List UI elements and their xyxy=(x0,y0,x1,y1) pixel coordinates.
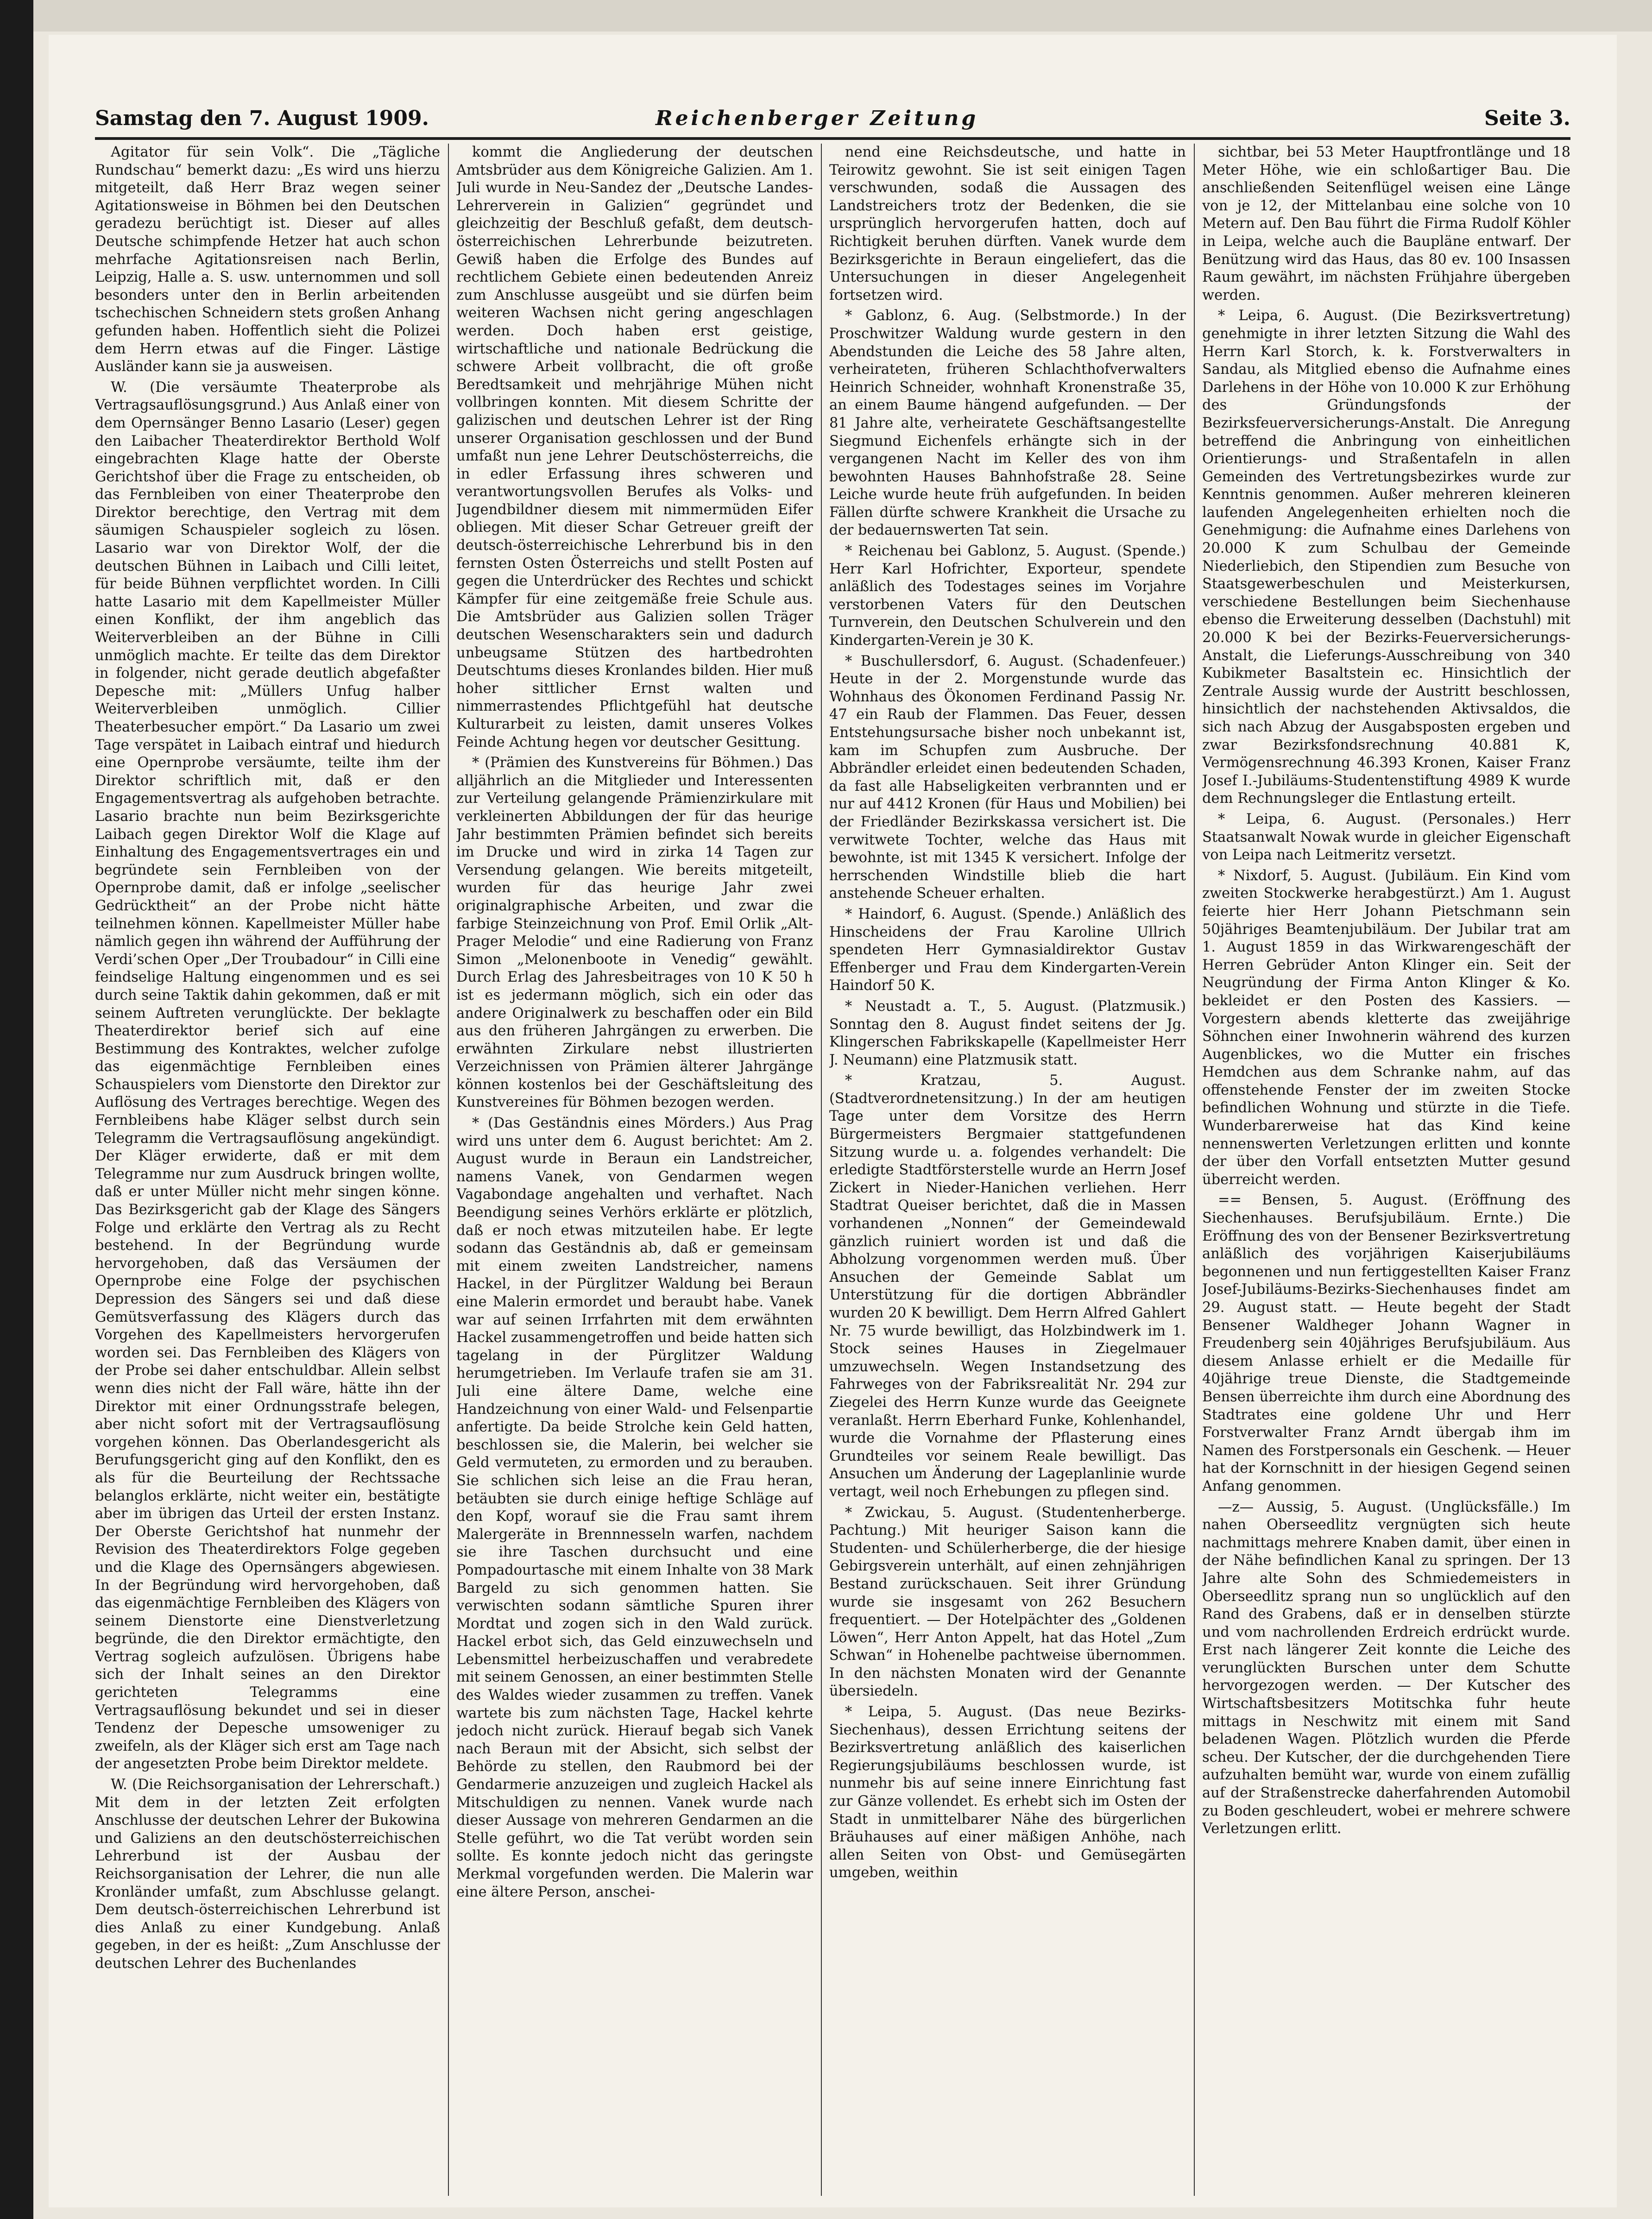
article-paragraph: —z— Aussig, 5. August. (Unglücksfälle.) Im nahen Oberseedlitz vergnügten sich heute nachmittags mehrere Knaben damit, über einen in der Nähe befindlichen Kanal zu springen. Der 13 Jahre alte Sohn des Schmiedemeisters in Oberseedlitz sprang nun so unglücklich auf den Rand des Grabens, daß er in denselben stürzte und vom nachrollenden Erdreich erdrückt wurde. Erst nach längerer Zeit konnte die Leiche des verunglückten Burschen unter dem Schutte hervorgezogen werden. — Der Kutscher des Wirtschaftsbesitzers Motitschka fuhr heute mittags in Neschwitz mit einem mit Sand beladenen Wagen. Plötzlich wurden die Pferde scheu. Der Kutscher, der die durchgehenden Tiere aufzuhalten bemüht war, wurde von einem zufällig auf der Straßenstrecke daherfahrenden Automobil zu Boden geschleudert, wobei er mehrere schwere Verletzungen erlitt. xyxy=(1202,1499,1570,1837)
column-separator xyxy=(821,144,822,2196)
article-paragraph: nend eine Reichsdeutsche, und hatte in Teirowitz gewohnt. Sie ist seit einigen Tagen verschwunden, sodaß die Aussagen des Landstreichers trotz der Bedenken, die sie ursprünglich hervorgerufen hatten, doch auf Richtigkeit beruhen dürften. Vanek wurde dem Bezirksgerichte in Beraun eingeliefert, das die Untersuchungen in dieser Angelegenheit fortsetzen wird. xyxy=(829,144,1186,303)
newspaper-title: Reichenberger Zeitung xyxy=(656,107,979,130)
article-paragraph: W. (Die versäumte Theaterprobe als Vertragsauflösungsgrund.) Aus Anlaß einer von dem Opernsänger Benno Lasario (Leser) gegen den Laibacher Theaterdirektor Berthold Wolf eingebrachten Klage hatte der Oberste Gerichtshof über die Frage zu entscheiden, ob das Fernbleiben von einer Theaterprobe den Direktor berechtige, den Vertrag mit dem säumigen Schauspieler sogleich zu lösen. Lasario war von Direktor Wolf, der die deutschen Bühnen in Laibach und Cilli leitet, für beide Bühnen verpflichtet worden. In Cilli hatte Lasario mit dem Kapellmeister Müller einen Konflikt, der ihm angeblich das Weiterverbleiben an der Bühne in Cilli unmöglich machte. Er teilte das dem Direktor in folgender, nicht gerade deutlich abgefaßter Depesche mit: „Müllers Unfug halber Weiterverbleiben unmöglich. Cillier Theaterbesucher empört.“ Da Lasario um zwei Tage verspätet in Laibach eintraf und hiedurch eine Opernprobe versäumte, teilte ihm der Direktor schriftlich mit, daß er den Engagementsvertrag als aufgehoben betrachte. Lasario brachte nun beim Bezirksgerichte Laibach gegen Direktor Wolf die Klage auf Einhaltung des Engagementsvertrages ein und begründete sein Fernbleiben von der Opernprobe damit, daß er infolge „seelischer Gedrücktheit“ an der Probe nicht hätte teilnehmen können. Kapellmeister Müller habe nämlich gegen ihn während der Aufführung der Verdi’schen Oper „Der Troubadour“ in Cilli eine feindselige Haltung eingenommen und es sei durch seine Taktik dahin gekommen, daß er mit seinem Auftreten verunglückte. Der beklagte Theaterdirektor berief sich auf eine Bestimmung des Kontraktes, welcher zufolge das eigenmächtige Fernbleiben eines Schauspielers vom Dienstorte den Direktor zur Auflösung des Vertrages berechtige. Wegen des Fernbleibens habe Kläger selbst durch sein Telegramm die Vertragsauflösung angekündigt. Der Kläger erwiderte, daß er mit dem Telegramme nur zum Ausdruck bringen wollte, daß er unter Müller nicht mehr singen könne. Das Bezirksgericht gab der Klage des Sängers Folge und erklärte den Vertrag als zu Recht bestehend. In der Begründung wurde hervorgehoben, daß das Versäumen der Opernprobe eine Folge der psychischen Depression des Sängers sei und daß diese Gemütsverfassung des Klägers durch das Vorgehen des Kapellmeisters hervorgerufen worden sei. Das Fernbleiben des Klägers von der Probe sei daher entschuldbar. Allein selbst wenn dies nicht der Fall wäre, hätte ihn der Direktor mit einer Ordnungsstrafe belegen, aber nicht sofort mit der Vertragsauflösung vorgehen können. Das Oberlandesgericht als Berufungsgericht ging auf den Konflikt, den es als für die Beurteilung der Rechtssache belanglos erklärte, nicht weiter ein, bestätigte aber im übrigen das Urteil der ersten Instanz. Der Oberste Gerichtshof hat nunmehr der Revision des Theaterdirektors Folge gegeben und die Klage des Opernsängers abgewiesen. In der Begründung wird hervorgehoben, daß das eigenmächtige Fernbleiben des Klägers von seinem Dienstorte eine Dienstverletzung begründe, die den Direktor ermächtigte, den Vertrag sogleich aufzulösen. Übrigens habe sich der Inhalt seines an den Direktor gerichteten Telegramms eine Vertragsauflösung bekundet und sei in dieser Tendenz der Depesche umsoweniger zu zweifeln, als der Kläger sich erst am Tage nach der angesetzten Probe beim Direktor meldete. xyxy=(95,379,440,1772)
article-paragraph: * Haindorf, 6. August. (Spende.) Anläßlich des Hinscheidens der Frau Karoline Ullrich spendeten Herr Gymnasialdirektor Gustav Effenberger und Frau dem Kindergarten-Verein Haindorf 50 K. xyxy=(829,906,1186,994)
article-paragraph: * Leipa, 6. August. (Personales.) Herr Staatsanwalt Nowak wurde in gleicher Eigenschaft von Leipa nach Leitmeritz versetzt. xyxy=(1202,811,1570,864)
page-number: Seite 3. xyxy=(1484,107,1570,130)
article-paragraph: * Gablonz, 6. Aug. (Selbstmorde.) In der Proschwitzer Waldung wurde gestern in den Abendstunden die Leiche des 58 Jahre alten, verheirateten, früheren Schlachthofverwalters Heinrich Schneider, wohnhaft Kronenstraße 35, an einem Baume hängend aufgefunden. — Der 81 Jahre alte, verheiratete Geschäftsangestellte Siegmund Eichenfels erhängte sich in der vergangenen Nacht im Keller des von ihm bewohnten Hauses Bahnhofstraße 28. Seine Leiche wurde heute früh aufgefunden. In beiden Fällen dürfte schwere Krankheit die Ursache zu der bedauernswerten Tat sein. xyxy=(829,308,1186,539)
issue-date: Samstag den 7. August 1909. xyxy=(95,107,429,130)
article-paragraph: * Zwickau, 5. August. (Studentenherberge. Pachtung.) Mit heuriger Saison kann die Studenten- und Schülerherberge, die der hiesige Gebirgsverein unterhält, auf einen zehnjährigen Bestand zurückschauen. Seit ihrer Gründung wurde sie insgesamt von 262 Besuchern frequentiert. — Der Hotelpächter des „Goldenen Löwen“, Herr Anton Appelt, hat das Hotel „Zum Schwan“ in Hohenelbe pachtweise übernommen. In den nächsten Monaten wird der Genannte übersiedeln. xyxy=(829,1504,1186,1700)
column-4 xyxy=(1202,144,1570,2196)
article-paragraph: * Leipa, 6. August. (Die Bezirksvertretung) genehmigte in ihrer letzten Sitzung die Wahl des Herrn Karl Storch, k. k. Forstverwalters in Sandau, als Mitglied ebenso die Aufnahme eines Darlehens in der Höhe von 10.000 K zur Erhöhung des Gründungsfonds der Bezirksfeuerversicherungs-Anstalt. Die Anregung betreffend die Anbringung von einheitlichen Orientierungs- und Straßentafeln in allen Gemeinden des Vertretungsbezirkes wurde zur Kenntnis genommen. Außer mehreren kleineren laufenden Angelegenheiten erhielten noch die Genehmigung: die Aufnahme eines Darlehens von 20.000 K zum Schulbau der Gemeinde Niederliebich, den Stipendien zum Besuche von Staatsgewerbeschulen und Meisterkursen, verschiedene Bestellungen beim Siechenhause ebenso die Erweiterung desselben (Dachstuhl) mit 20.000 K bei der Bezirks-Feuerversicherungs-Anstalt, die Lieferungs-Ausschreibung von 340 Kubikmeter Basaltstein ec. Hinsichtlich der Zentrale Aussig wurde der Austritt beschlossen, hinsichtlich der nachstehenden Aktivsaldos, die sich nach Abzug der Ausgabsposten ergeben und zwar Bezirksfondsrechnung 40.881 K, Vermögensrechnung 46.393 Kronen, Kaiser Franz Josef I.-Jubiläums-Studentenstiftung 4989 K wurde dem Rechnungsleger die Entlastung erteilt. xyxy=(1202,308,1570,807)
article-paragraph: * Nixdorf, 5. August. (Jubiläum. Ein Kind vom zweiten Stockwerke herabgestürzt.) Am 1. August feierte hier Herr Johann Pietschmann sein 50jähriges Beamtenjubiläum. Der Jubilar trat am 1. August 1859 in das Wirkwarengeschäft der Herren Gebrüder Anton Klinger ein. Seit der Neugründung der Firma Anton Klinger & Ko. bekleidet er den Posten des Kassiers. — Vorgestern abends kletterte das zweijährige Söhnchen einer Inwohnerin während des kurzen Augenblickes, wo die Mutter ein frisches Hemdchen aus dem Schranke nahm, auf das offenstehende Fenster der im zweiten Stocke befindlichen Wohnung und stürzte in die Tiefe. Wunderbarerweise hat das Kind keine nennenswerten Verletzungen erlitten und konnte der über den Vorfall entsetzten Mutter gesund überreicht werden. xyxy=(1202,867,1570,1188)
column-2 xyxy=(456,144,813,2196)
article-paragraph: * Neustadt a. T., 5. August. (Platzmusik.) Sonntag den 8. August findet seitens der Jg. Klingerschen Fabrikskapelle (Kapellmeister Herr J. Neumann) eine Platzmusik statt. xyxy=(829,998,1186,1068)
article-paragraph: * Buschullersdorf, 6. August. (Schadenfeuer.) Heute in der 2. Morgenstunde wurde das Wohnhaus des Ökonomen Ferdinand Passig Nr. 47 ein Raub der Flammen. Das Feuer, dessen Entstehungsursache bisher noch unbekannt ist, kam im Schupfen zum Ausbruche. Der Abbrändler erleidet einen bedeutenden Schaden, da fast alle Habseligkeiten verbrannten und er nur auf 4412 Kronen (für Haus und Mobilien) bei der Friedländer Bezirkskassa versichert ist. Die verwitwete Tochter, welche das Haus mit bewohnte, ist mit 1345 K versichert. Infolge der herrschenden Windstille blieb die hart anstehende Scheuer erhalten. xyxy=(829,653,1186,902)
article-paragraph: * Leipa, 5. August. (Das neue Bezirks-Siechenhaus), dessen Errichtung seitens der Bezirksvertretung anläßlich des kaiserlichen Regierungsjubiläums beschlossen wurde, ist nunmehr bis auf seine innere Einrichtung fast zur Gänze vollendet. Es erhebt sich im Osten der Stadt in unmittelbarer Nähe des bürgerlichen Bräuhauses auf einer mäßigen Anhöhe, nach allen Seiten von Obst- und Gemüsegärten umgeben, weithin xyxy=(829,1704,1186,1881)
column-separator xyxy=(1194,144,1195,2196)
page-header xyxy=(95,107,1570,134)
article-paragraph: * Kratzau, 5. August. (Stadtverordnetensitzung.) In der am heutigen Tage unter dem Vorsitze des Herrn Bürgermeisters Bergmaier stattgefundenen Sitzung wurde u. a. folgendes verhandelt: Die erledigte Stadtförsterstelle wurde an Herrn Josef Zickert in Nieder-Hanichen verliehen. Herr Stadtrat Queiser berichtet, daß die in Massen vorhandenen „Nonnen“ der Gemeindewald gänzlich ruiniert worden ist und daß die Abholzung vorgenommen werden muß. Über Ansuchen der Gemeinde Sablat um Unterstützung für die dortigen Abbrändler wurden 20 K bewilligt. Dem Herrn Alfred Gahlert Nr. 75 wurde bewilligt, das Holzbindwerk im 1. Stock seines Hauses in Ziegelmauer umzuwechseln. Wegen Instandsetzung des Fahrweges von der Fabriksrealität Nr. 294 zur Ziegelei des Herrn Kunze wurde das Geeignete veranlaßt. Herrn Eberhard Funke, Kohlenhandel, wurde die Vornahme der Pflasterung eines Grundteiles vor seinem Reale bewilligt. Das Ansuchen um Änderung der Lageplanlinie wurde vertagt, weil noch Erhebungen zu pflegen sind. xyxy=(829,1072,1186,1500)
header-rule xyxy=(95,137,1570,140)
scan-border-left xyxy=(0,0,33,2219)
scan-border-top xyxy=(0,0,1652,32)
article-paragraph: == Bensen, 5. August. (Eröffnung des Siechenhauses. Berufsjubiläum. Ernte.) Die Eröffnung des von der Bensener Bezirksvertretung anläßlich des vorjährigen Kaiserjubiläums begonnenen und nun fertiggestellten Kaiser Franz Josef-Jubiläums-Bezirks-Siechenhauses findet am 29. August statt. — Heute begeht der Stadt Bensener Waldheger Johann Wagner in Freudenberg sein 40jähriges Berufsjubiläum. Aus diesem Anlasse erhielt er die Medaille für 40jährige treue Dienste, die Stadtgemeinde Bensen überreichte ihm durch eine Abordnung des Stadtrates eine goldene Uhr und Herr Forstverwalter Franz Arndt übergab ihm im Namen des Forstpersonals ein Geschenk. — Heuer hat der Kornschnitt in der hiesigen Gegend seinen Anfang genommen. xyxy=(1202,1192,1570,1494)
article-paragraph: * Reichenau bei Gablonz, 5. August. (Spende.) Herr Karl Hofrichter, Exporteur, spendete anläßlich des Todestages seines im Vorjahre verstorbenen Vaters für den Deutschen Turnverein, den Deutschen Schulverein und den Kindergarten-Verein je 30 K. xyxy=(829,543,1186,649)
article-paragraph: * (Das Geständnis eines Mörders.) Aus Prag wird uns unter dem 6. August berichtet: Am 2. August wurde in Beraun ein Landstreicher, namens Vanek, von Gendarmen wegen Vagabondage angehalten und verhaftet. Nach Beendigung seines Verhörs erklärte er plötzlich, daß er noch etwas mitzuteilen habe. Er legte sodann das Geständnis ab, daß er gemeinsam mit einem zweiten Landstreicher, namens Hackel, in der Pürglitzer Waldung bei Beraun eine Malerin ermordet und beraubt habe. Vanek war auf seinen Irrfahrten mit dem erwähnten Hackel zusammengetroffen und beide hatten sich tagelang in der Pürglitzer Waldung herumgetrieben. Im Verlaufe trafen sie am 31. Juli eine ältere Dame, welche eine Handzeichnung von einer Wald- und Felsenpartie anfertigte. Da beide Strolche kein Geld hatten, beschlossen sie, die Malerin, bei welcher sie Geld vermuteten, zu ermorden und zu berauben. Sie schlichen sich leise an die Frau heran, betäubten sie durch einige heftige Schläge auf den Kopf, worauf sie die Frau samt ihrem Malergeräte in Brennnesseln warfen, nachdem sie ihre Taschen durchsucht und eine Pompadourtasche mit einem Inhalte von 38 Mark Bargeld zu sich genommen hatten. Sie verwischten sodann sämtliche Spuren ihrer Mordtat und zogen sich in den Wald zurück. Hackel erbot sich, das Geld einzuwechseln und Lebensmittel herbeizuschaffen und verabredete mit seinem Genossen, an einer bestimmten Stelle des Waldes wieder zusammen zu treffen. Vanek wartete bis zum nächsten Tage, Hackel kehrte jedoch nicht zurück. Hierauf begab sich Vanek nach Beraun mit der Absicht, sich selbst der Behörde zu stellen, den Raubmord bei der Gendarmerie anzuzeigen und zugleich Hackel als Mitschuldigen zu nennen. Vanek wurde nach dieser Aussage von mehreren Gendarmen an die Stelle geführt, wo die Tat verübt worden sein sollte. Es konnte jedoch nicht das geringste Merkmal vorgefunden werden. Die Malerin war eine ältere Person, anschei- xyxy=(456,1115,813,1900)
article-paragraph: kommt die Angliederung der deutschen Amtsbrüder aus dem Königreiche Galizien. Am 1. Juli wurde in Neu-Sandez der „Deutsche Landes-Lehrerverein in Galizien“ gegründet und gleichzeitig der Beschluß gefaßt, dem deutsch-österreichischen Lehrerbunde beizutreten. Gewiß haben die Erfolge des Bundes auf rechtlichem Gebiete einen bedeutenden Anreiz zum Anschlusse ausgeübt und sie dürfen beim weiteren Wachsen nicht gering angeschlagen werden. Doch haben erst geistige, wirtschaftliche und nationale Bedrückung die schwere Arbeit vollbracht, die oft große Beredtsamkeit und mehrjährige Mühen nicht vollbringen konnten. Mit diesem Schritte der galizischen und deutschen Lehrer ist der Ring unserer Organisation geschlossen und der Bund umfaßt nun jene Lehrer Deutschösterreichs, die in edler Erfassung ihres schweren und verantwortungsvollen Berufes als Volks- und Jugendbildner diesem mit nimmermüden Eifer obliegen. Mit dieser Schar Getreuer greift der deutsch-österreichische Lehrerbund bis in den fernsten Osten Österreichs und stellt Posten auf gegen die Unterdrücker des Rechtes und schickt Kämpfer für eine zeitgemäße freie Schule aus. Die Amtsbrüder aus Galizien sollen Träger deutschen Wesenscharakters sein und dadurch unbeugsame Stützen des hartbedrohten Deutschtums dieses Kronlandes bilden. Hier muß hoher sittlicher Ernst walten und nimmerrastendes Pflichtgefühl hat deutsche Kulturarbeit zu leisten, damit unseres Volkes Feinde Achtung hegen vor deutscher Gesittung. xyxy=(456,144,813,750)
article-paragraph: sichtbar, bei 53 Meter Hauptfrontlänge und 18 Meter Höhe, wie ein schloßartiger Bau. Die anschließenden Seitenflügel weisen eine Länge von je 12, der Mittelanbau eine solche von 10 Metern auf. Den Bau führt die Firma Rudolf Köhler in Leipa, welche auch die Baupläne entwarf. Der Benützung wird das Haus, das 80 ev. 100 Insassen Raum gewährt, im nächsten Frühjahre übergeben werden. xyxy=(1202,144,1570,303)
column-3 xyxy=(829,144,1186,2196)
column-1 xyxy=(95,144,440,2196)
article-paragraph: W. (Die Reichsorganisation der Lehrerschaft.) Mit dem in der letzten Zeit erfolgten Anschlusse der deutschen Lehrer der Bukowina und Galiziens an den deutschösterreichischen Lehrerbund ist der Ausbau der Reichsorganisation der Lehrer, die nun alle Kronländer umfaßt, zum Abschlusse gelangt. Dem deutsch-österreichischen Lehrerbund ist dies Anlaß zu einer Kundgebung. Anlaß gegeben, in der es heißt: „Zum Anschlusse der deutschen Lehrer des Buchenlandes xyxy=(95,1777,440,1972)
article-paragraph: Agitator für sein Volk“. Die „Tägliche Rundschau“ bemerkt dazu: „Es wird uns hierzu mitgeteilt, daß Herr Braz wegen seiner Agitationsweise in Böhmen bei den Deutschen geradezu berüchtigt ist. Dieser auf alles Deutsche schimpfende Hetzer hat auch schon mehrfache Agitationsreisen nach Berlin, Leipzig, Halle a. S. usw. unternommen und soll besonders unter den in Berlin arbeitenden tschechischen Schneidern stets großen Anhang gefunden haben. Hoffentlich sieht die Polizei dem Herrn etwas auf die Finger. Lästige Ausländer kann sie ja ausweisen. xyxy=(95,144,440,375)
column-separator xyxy=(448,144,449,2196)
article-paragraph: * (Prämien des Kunstvereins für Böhmen.) Das alljährlich an die Mitglieder und Interessenten zur Verteilung gelangende Prämienzirkulare mit verkleinerten Abbildungen der für das heurige Jahr bestimmten Prämien befindet sich bereits im Drucke und wird in zirka 14 Tagen zur Versendung gelangen. Wie bereits mitgeteilt, wurden für das heurige Jahr zwei originalgraphische Arbeiten, und zwar die farbige Steinzeichnung von Prof. Emil Orlik „Alt-Prager Melodie“ und eine Radierung von Franz Simon „Melonenboote in Venedig“ gewählt. Durch Erlag des Jahresbeitrages von 10 K 50 h ist es jedermann möglich, sich ein oder das andere Originalwerk zu beschaffen oder ein Bild aus den früheren Jahrgängen zu erwerben. Die erwähnten Zirkulare nebst illustrierten Verzeichnissen von Prämien älterer Jahrgänge können kostenlos bei der Geschäftsleitung des Kunstvereines für Böhmen bezogen werden. xyxy=(456,755,813,1111)
